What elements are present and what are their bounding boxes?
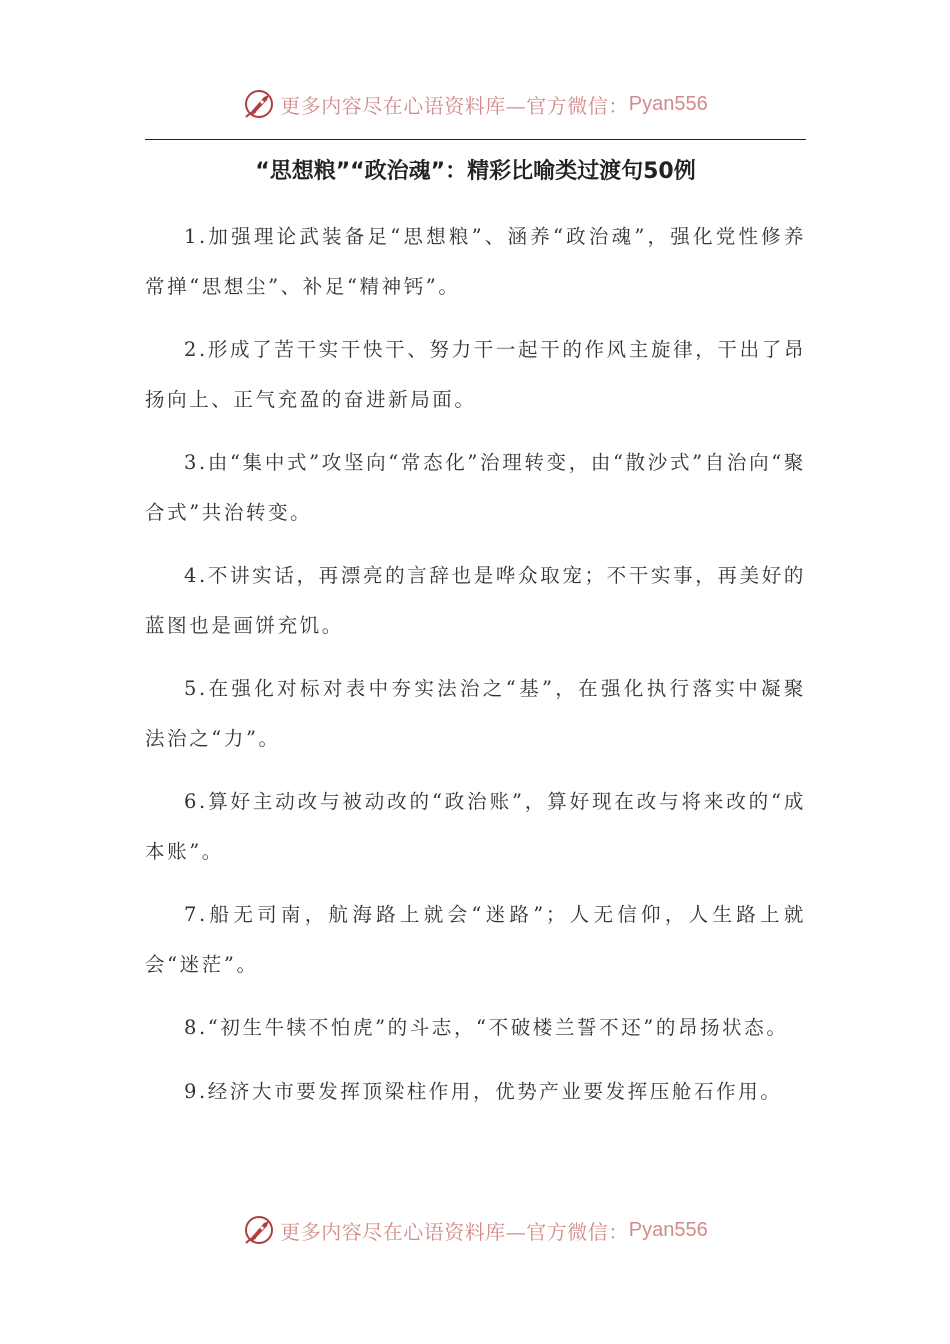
paragraph-8: 8.“初生牛犊不怕虎”的斗志，“不破楼兰誓不还”的昂扬状态。	[184, 1016, 789, 1039]
pen-nib-logo-icon	[242, 87, 276, 121]
paragraph-3: 3.由“集中式”攻坚向“常态化”治理转变，由“散沙式”自治向“聚合式”共治转变。	[145, 451, 806, 524]
paragraph-9: 9.经济大市要发挥顶梁柱作用，优势产业要发挥压舱石作用。	[184, 1079, 783, 1103]
document-body	[145, 212, 806, 1130]
header-banner	[0, 84, 950, 124]
paragraph-6: 6.算好主动改与被动改的“政治账”，算好现在改与将来改的“成本账”。	[145, 790, 806, 863]
pen-nib-logo-icon	[242, 1213, 276, 1247]
paragraph-5: 5.在强化对标对表中夯实法治之“基”，在强化执行落实中凝聚法治之“力”。	[145, 677, 806, 750]
header-divider	[145, 139, 806, 140]
paragraph-7: 7.船无司南，航海路上就会“迷路”；人无信仰，人生路上就会“迷茫”。	[145, 903, 806, 976]
footer-banner-text: 更多内容尽在心语资料库—官方微信：	[280, 1219, 629, 1244]
paragraph-4: 4.不讲实话，再漂亮的言辞也是哗众取宠；不干实事，再美好的蓝图也是画饼充饥。	[145, 564, 806, 637]
header-banner-text: 更多内容尽在心语资料库—官方微信：	[280, 93, 629, 118]
paragraph-2: 2.形成了苦干实干快干、努力干一起干的作风主旋律，干出了昂扬向上、正气充盈的奋进新局面。	[145, 338, 806, 411]
document-title: “思想粮”“政治魂”：精彩比喻类过渡句50例	[255, 159, 696, 184]
footer-banner	[0, 1210, 950, 1250]
footer-wechat-id: Pyan556	[628, 1218, 708, 1241]
paragraph-1: 1.加强理论武装备足“思想粮”、涵养“政治魂”，强化党性修养常掸“思想尘”、补足“精神钙”。	[145, 225, 806, 298]
header-wechat-id: Pyan556	[628, 92, 708, 115]
